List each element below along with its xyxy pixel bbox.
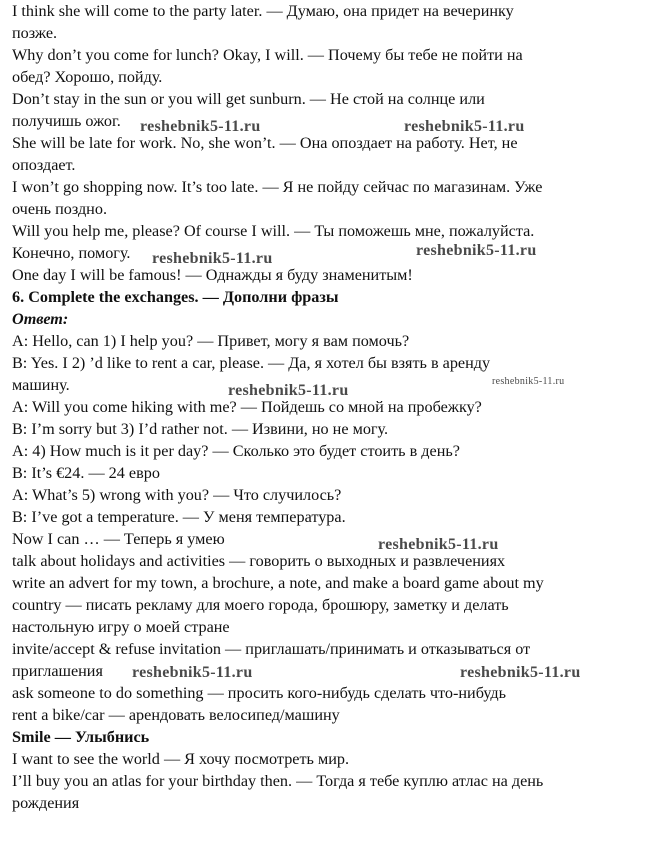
- text-line: B: I’m sorry but 3) I’d rather not. — Извини, но не могу.: [12, 420, 389, 438]
- watermark: reshebnik5-11.ru: [378, 536, 499, 553]
- section-heading: Smile — Улыбнись: [12, 728, 150, 746]
- text-line: country — писать рекламу для моего города, брошюру, заметку и делать: [12, 596, 509, 614]
- text-line: Why don’t you come for lunch? Okay, I will. — Почему бы тебе не пойти на: [12, 46, 523, 64]
- text-line: обед? Хорошо, пойду.: [12, 68, 163, 86]
- text-line: получишь ожог.: [12, 112, 121, 130]
- text-line: I think she will come to the party later. — Думаю, она придет на вечеринку: [12, 2, 514, 20]
- text-line: rent a bike/car — арендовать велосипед/машину: [12, 706, 340, 724]
- text-line: Конечно, помогу.: [12, 244, 131, 262]
- text-line: A: Will you come hiking with me? — Пойдешь со мной на пробежку?: [12, 398, 482, 416]
- text-line: I want to see the world — Я хочу посмотреть мир.: [12, 750, 350, 768]
- text-line: A: Hello, can 1) I help you? — Привет, могу я вам помочь?: [12, 332, 410, 350]
- text-line: настольную игру о моей стране: [12, 618, 230, 636]
- text-line: A: What’s 5) wrong with you? — Что случилось?: [12, 486, 342, 504]
- text-line: invite/accept & refuse invitation — приглашать/принимать и отказываться от: [12, 640, 531, 658]
- text-line: приглашения: [12, 662, 103, 680]
- text-line: write an advert for my town, a brochure, a note, and make a board game about my: [12, 574, 544, 592]
- watermark: reshebnik5-11.ru: [404, 118, 525, 135]
- text-line: Will you help me, please? Of course I will. — Ты поможешь мне, пожалуйста.: [12, 222, 535, 240]
- text-line: рождения: [12, 794, 80, 812]
- text-line: A: 4) How much is it per day? — Сколько это будет стоить в день?: [12, 442, 460, 460]
- text-line: talk about holidays and activities — говорить о выходных и развлечениях: [12, 552, 506, 570]
- answer-label: Ответ:: [12, 310, 69, 328]
- watermark: reshebnik5-11.ru: [228, 382, 349, 399]
- watermark: reshebnik5-11.ru: [416, 242, 537, 259]
- watermark: reshebnik5-11.ru: [492, 376, 565, 387]
- text-line: ask someone to do something — просить кого-нибудь сделать что-нибудь: [12, 684, 507, 702]
- text-line: I won’t go shopping now. It’s too late. — Я не пойду сейчас по магазинам. Уже: [12, 178, 543, 196]
- text-line: очень поздно.: [12, 200, 107, 218]
- text-line: She will be late for work. No, she won’t. — Она опоздает на работу. Нет, не: [12, 134, 518, 152]
- watermark: reshebnik5-11.ru: [152, 250, 273, 267]
- text-line: машину.: [12, 376, 70, 394]
- watermark: reshebnik5-11.ru: [132, 664, 253, 681]
- text-line: B: It’s €24. — 24 евро: [12, 464, 160, 482]
- text-line: B: Yes. I 2) ’d like to rent a car, please. — Да, я хотел бы взять в аренду: [12, 354, 491, 372]
- text-line: Now I can … — Теперь я умею: [12, 530, 225, 548]
- section-heading: 6. Complete the exchanges. — Дополни фразы: [12, 288, 339, 306]
- text-line: I’ll buy you an atlas for your birthday then. — Тогда я тебе куплю атлас на день: [12, 772, 544, 790]
- watermark: reshebnik5-11.ru: [460, 664, 581, 681]
- text-line: Don’t stay in the sun or you will get sunburn. — Не стой на солнце или: [12, 90, 485, 108]
- text-line: позже.: [12, 24, 58, 42]
- text-line: B: I’ve got a temperature. — У меня температура.: [12, 508, 346, 526]
- text-line: One day I will be famous! — Однажды я буду знаменитым!: [12, 266, 413, 284]
- watermark: reshebnik5-11.ru: [140, 118, 261, 135]
- text-line: опоздает.: [12, 156, 76, 174]
